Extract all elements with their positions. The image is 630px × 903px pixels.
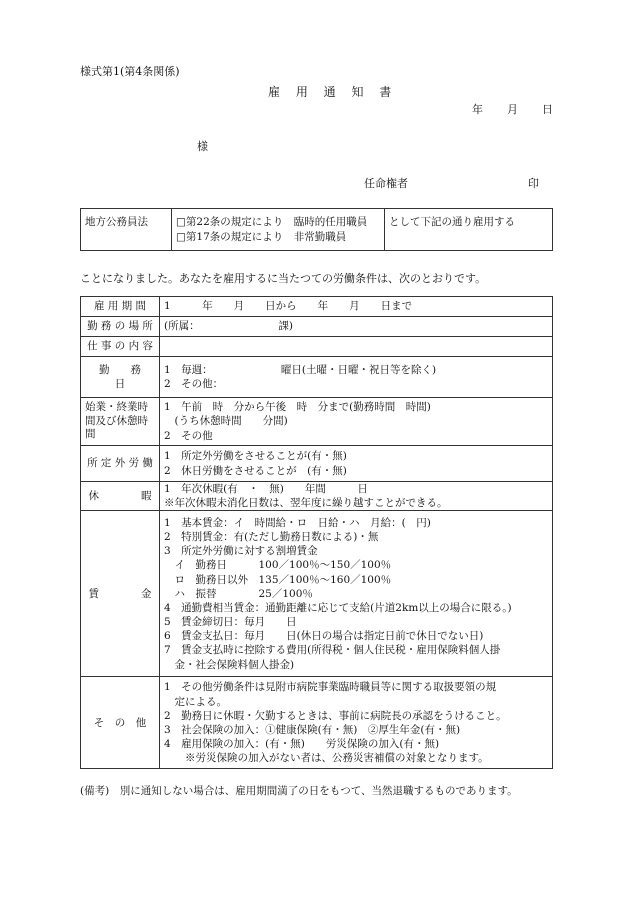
text-line: 3 所定外労働に対する割増賃金 [164, 545, 318, 558]
text-line: 4 通勤費相当賃金：通勤距離に応じて支給(片道2km以上の場合に限る。) [164, 601, 512, 614]
label-job: 仕 事 の 内 容 [81, 337, 160, 357]
addressee: 様 [197, 140, 208, 153]
value-workdays [160, 357, 553, 398]
value-hours [160, 398, 553, 446]
footer-note: (備考) 別に通知しない場合は、雇用期間満了の日をもつて、当然退職するものであります。 [80, 785, 518, 797]
text-line: ハ 振替 25／100％ [164, 587, 313, 600]
text-line: 金・社会保険料個人掛金) [164, 658, 295, 671]
table-row [81, 357, 553, 398]
text-line: 2 休日労働をさせることが (有・無) [164, 464, 347, 477]
value-workplace [160, 317, 553, 337]
text-line: (所属： 課) [164, 320, 293, 333]
law-cell: 地方公務員法 [81, 209, 172, 251]
text-line: 1 年次休暇(有 ・ 無) 年間 日 [164, 483, 368, 495]
tail-cell: として下記の通り雇用する [385, 209, 553, 251]
date-day: 日 [542, 103, 553, 116]
label-hours: 始業・終業時間及び休憩時間 [81, 398, 160, 446]
label-workdays: 勤 務 日 [81, 357, 160, 398]
label-wages: 賃 金 [81, 511, 160, 677]
value-wages [160, 511, 553, 677]
option-part-time: □第17条の規定により 非常勤職員 [176, 230, 347, 243]
value-other [160, 677, 553, 769]
table-row [81, 482, 553, 511]
text-line: ロ 勤務日以外 135／100％～160／100％ [164, 573, 392, 586]
appointer: 任命権者 [364, 177, 408, 190]
text-line: イ 勤務日 100／100％～150／100％ [164, 559, 392, 572]
options-cell [172, 209, 385, 251]
text-line: 3 社会保険の加入：①健康保険(有・無) ②厚生年金(有・無) [164, 723, 461, 736]
table-row [81, 677, 553, 769]
text-line: 6 賃金支払日：毎月 日(休日の場合は指定日前で休日でない日) [164, 630, 484, 643]
text-line: 2 勤務日に休暇・欠勤するときは、事前に病院長の承認をうけること。 [164, 709, 507, 722]
table-row [81, 398, 553, 446]
label-other: そ の 他 [81, 677, 160, 769]
table-row [81, 297, 553, 317]
label-leave: 休 暇 [81, 482, 160, 511]
label-workplace: 勤 務 の 場 所 [81, 317, 160, 337]
text-line: 1 所定外労働をさせることが(有・無) [164, 450, 347, 463]
text-line: ※年次休暇未消化日数は、翌年度に繰り越すことができる。 [164, 497, 448, 510]
text-line: 1 毎週： 曜日(土曜・日曜・祝日等を除く) [164, 363, 437, 376]
conditions-table [80, 296, 553, 769]
text-line: 2 その他： [164, 378, 224, 390]
table-row [81, 317, 553, 337]
form-number: 様式第1(第4条関係) [80, 65, 180, 78]
text-line: 5 賃金締切日：毎月 日 [164, 616, 297, 629]
text-line: 1 その他労働条件は見附市病院事業臨時職員等に関する取扱要領の規 [164, 681, 497, 694]
employment-type-table [80, 208, 553, 251]
text-line: 4 雇用保険の加入：(有・無) 労災保険の加入(有・無) [164, 738, 440, 751]
option-temporary: □第22条の規定により 臨時的任用職員 [176, 216, 368, 229]
table-row [81, 337, 553, 357]
text-line: 定による。 [164, 695, 227, 708]
document-title: 雇 用 通 知 書 [268, 85, 398, 99]
seal-mark: 印 [528, 177, 539, 190]
text-line: 1 基本賃金：イ 時間給・ロ 日給・ハ 月給：( 円) [164, 516, 431, 529]
label-period: 雇 用 期 間 [81, 297, 160, 317]
date-year: 年 [472, 103, 483, 116]
text-line: 2 特別賃金：有(ただし勤務日数による)・無 [164, 531, 379, 544]
text-line: 1 午前 時 分から午後 時 分まで(勤務時間 時間) [164, 401, 431, 414]
value-period [160, 297, 553, 317]
label-overtime: 所 定 外 労 働 [81, 446, 160, 482]
table-row [81, 511, 553, 677]
value-leave [160, 482, 553, 511]
text-line: 7 賃金支払時に控除する費用(所得税・個人住民税・雇用保険料個人掛 [164, 644, 501, 657]
value-job [160, 337, 553, 357]
value-overtime [160, 446, 553, 482]
table-row [81, 446, 553, 482]
text-line: 2 その他 [164, 429, 213, 442]
intro-text: ことになりました。あなたを雇用するに当たつての労働条件は、次のとおりです。 [80, 272, 487, 285]
text-line: ※労災保険の加入がない者は、公務災害補償の対象となります。 [164, 752, 489, 765]
date-month: 月 [507, 103, 518, 116]
text-line: (うち休憩時間 分間) [164, 415, 288, 428]
text-line: 1 年 月 日から 年 月 日まで [164, 300, 413, 313]
